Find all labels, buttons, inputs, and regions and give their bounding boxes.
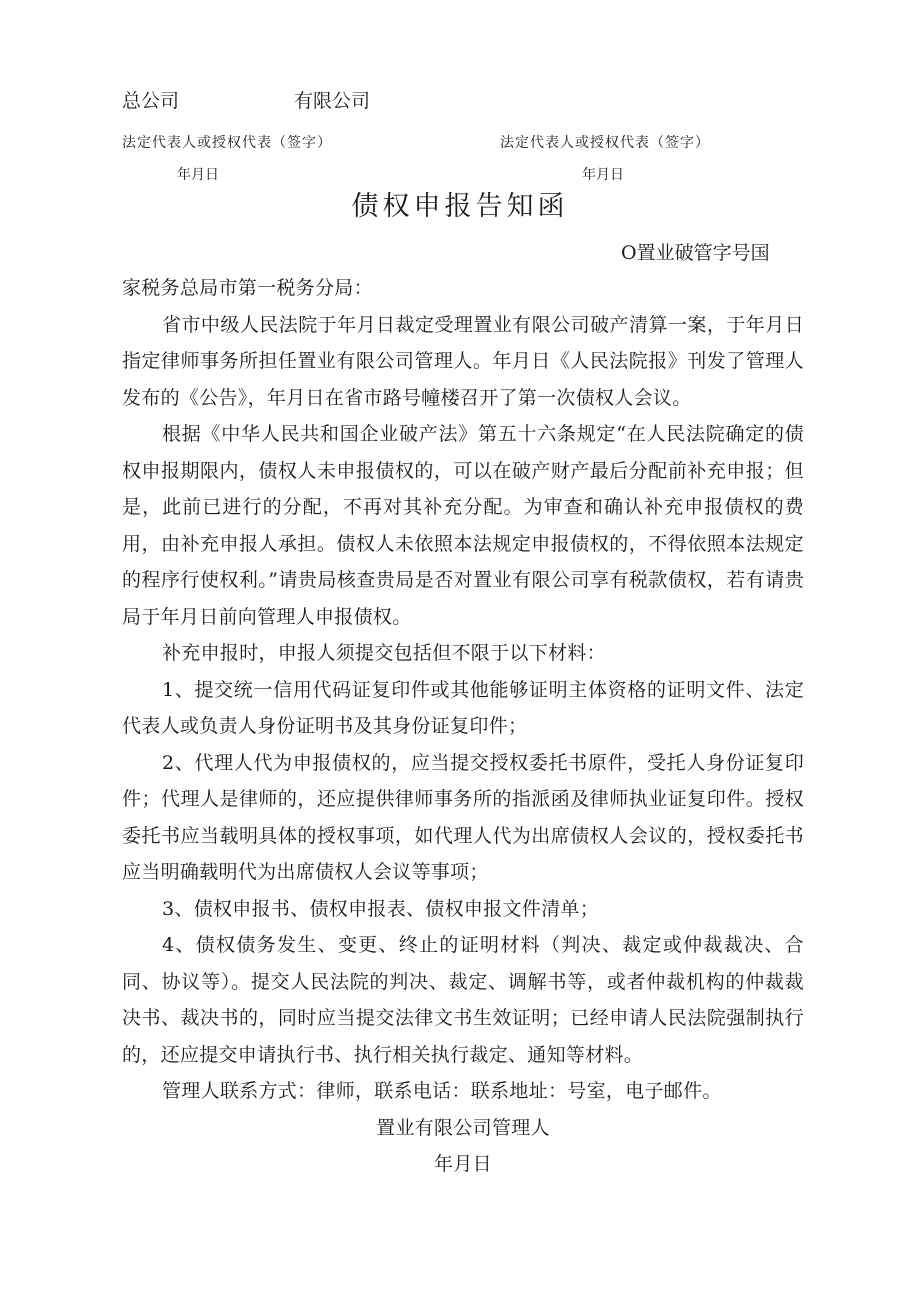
document-number: O置业破管字号国 [621, 242, 770, 264]
paragraph-materials-intro: 补充申报时，申报人须提交包括但不限于以下材料： [162, 642, 606, 664]
document-title: 债权申报告知函 [351, 191, 569, 222]
sign-date-right: 年月日 [582, 167, 624, 183]
company-left: 总公司 [122, 90, 180, 112]
letter-body [122, 270, 804, 1183]
list-item-4: 4、债权债务发生、变更、终止的证明材料（判决、裁定或仲裁裁决、合同、协议等）。提交人民法院的判决、裁定、调解书等，或者仲裁机构的仲裁裁决书、裁决书的，同时应当提交法律文书生效证明；已经申请人民法院强制执行的，还应提交申请执行书、执行相关执行裁定、通知等材料。 [122, 934, 804, 1066]
paragraph-case-intro: 省市中级人民法院于年月日裁定受理置业有限公司破产清算一案，于年月日指定律师事务所担任置业有限公司管理人。年月日《人民法院报》刊发了管理人发布的《公告》，年月日在省市路号幢楼召开了第一次债权人会议。 [122, 313, 804, 409]
sign-date-left: 年月日 [177, 167, 219, 183]
list-item-1: 1、提交统一信用代码证复印件或其他能够证明主体资格的证明文件、法定代表人或负责人身份证明书及其身份证复印件； [122, 678, 804, 737]
sign-label-left: 法定代表人或授权代表（签字） [122, 135, 332, 151]
sign-label-right: 法定代表人或授权代表（签字） [500, 135, 710, 151]
company-right: 有限公司 [294, 90, 371, 112]
recipient-line: 家税务总局市第一税务分局： [122, 277, 373, 299]
contact-line: 管理人联系方式：律师，联系电话：联系地址：号室，电子邮件。 [162, 1080, 722, 1102]
list-item-2: 2、代理人代为申报债权的，应当提交授权委托书原件，受托人身份证复印件；代理人是律师的，还应提供律师事务所的指派函及律师执业证复印件。授权委托书应当载明具体的授权事项，如代理人代为出席债权人会议的，授权委托书应当明确载明代为出席债权人会议等事项； [122, 751, 804, 883]
signature-org: 置业有限公司管理人 [376, 1116, 550, 1139]
paragraph-legal-basis: 根据《中华人民共和国企业破产法》第五十六条规定“在人民法院确定的债权申报期限内，债权人未申报债权的，可以在破产财产最后分配前补充申报；但是，此前已进行的分配，不再对其补充分配。为审查和确认补充申报债权的费用，由补充申报人承担。债权人未依照本法规定申报债权的，不得依照本法规定的程序行使权利。”请贵局核查贵局是否对置业有限公司享有税款债权，若有请贵局于年月日前向管理人申报债权。 [122, 423, 804, 628]
signature-date: 年月日 [434, 1153, 492, 1175]
list-item-3: 3、债权申报书、债权申报表、债权申报文件清单； [162, 897, 599, 920]
